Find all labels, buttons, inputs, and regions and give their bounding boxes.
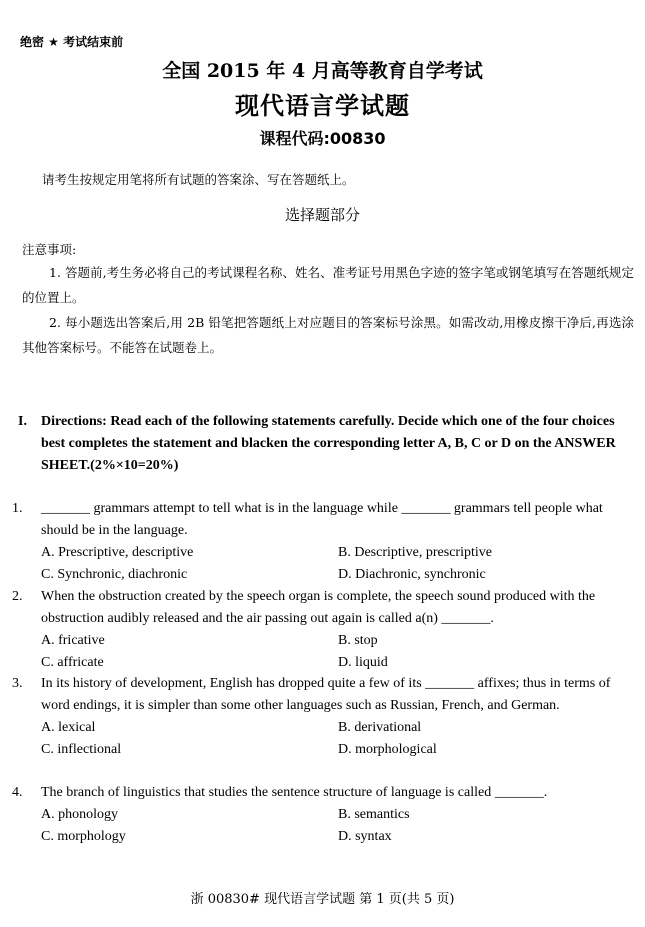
- option-grid: [41, 804, 627, 848]
- question-number: 3.: [12, 676, 23, 691]
- question-1: [12, 498, 627, 586]
- question-stem: _______ grammars attempt to tell what is in the language while _______ grammars tell people what should be in the language.: [41, 501, 603, 538]
- section-title: 选择题部分: [284, 206, 360, 224]
- option-d: D. Diachronic, synchronic: [338, 567, 486, 582]
- question-3: [12, 673, 627, 761]
- option-a: A. Prescriptive, descriptive: [41, 545, 194, 560]
- question-stem: When the obstruction created by the speech organ is complete, the speech sound produced with the obstruction audibly released and the air passing out again is called a(n) _______.: [41, 589, 596, 626]
- option-c: C. Synchronic, diachronic: [41, 567, 188, 582]
- question-2: [12, 586, 627, 674]
- confidential-label: 绝密 ★ 考试结束前: [20, 35, 124, 49]
- option-b: B. derivational: [338, 720, 422, 735]
- option-grid: [41, 717, 627, 761]
- notes-title: 注意事项:: [22, 242, 77, 257]
- note-1: 1. 答题前,考生务必将自己的考试课程名称、姓名、准考证号用黑色字迹的签字笔或钢笔填写在答题纸规定的位置上。: [22, 265, 634, 305]
- question-4: [12, 782, 627, 848]
- page-footer: 浙 00830# 现代语言学试题 第 1 页(共 5 页): [190, 892, 455, 907]
- option-b: B. semantics: [338, 807, 410, 822]
- option-c: C. affricate: [41, 655, 104, 670]
- part-directions: Directions: Read each of the following statements carefully. Decide which one of the four choices best completes the statement and blacken the corresponding letter A, B, C or D on the ANSWER SHEET.(2%×10=20%): [41, 414, 616, 473]
- option-a: A. lexical: [41, 720, 96, 735]
- option-c: C. inflectional: [41, 742, 122, 757]
- option-a: A. phonology: [41, 807, 118, 822]
- option-c: C. morphology: [41, 829, 126, 844]
- option-a: A. fricative: [41, 633, 105, 648]
- subject-title: 现代语言学试题: [235, 92, 410, 120]
- option-d: D. morphological: [338, 742, 437, 757]
- option-grid: [41, 542, 627, 586]
- part-heading: [18, 411, 628, 477]
- exam-title: 全国 2015 年 4 月高等教育自学考试: [162, 60, 483, 82]
- option-d: D. liquid: [338, 655, 388, 670]
- question-number: 1.: [12, 501, 23, 516]
- option-grid: [41, 630, 627, 674]
- question-stem: In its history of development, English has dropped quite a few of its _______ affixes; thus in terms of word endings, it is simpler than some other languages such as Russian, French, and German.: [41, 676, 611, 713]
- part-number: I.: [18, 414, 27, 429]
- note-2: 2. 每小题选出答案后,用 2B 铅笔把答题纸上对应题目的答案标号涂黑。如需改动,用橡皮擦干净后,再选涂其他答案标号。不能答在试题卷上。: [22, 315, 634, 355]
- question-stem: The branch of linguistics that studies the sentence structure of language is called _______.: [41, 785, 548, 800]
- course-code: 课程代码:00830: [259, 129, 386, 148]
- general-instruction: 请考生按规定用笔将所有试题的答案涂、写在答题纸上。: [42, 172, 355, 187]
- option-b: B. stop: [338, 633, 378, 648]
- option-d: D. syntax: [338, 829, 392, 844]
- option-b: B. Descriptive, prescriptive: [338, 545, 492, 560]
- question-number: 4.: [12, 785, 23, 800]
- question-number: 2.: [12, 589, 23, 604]
